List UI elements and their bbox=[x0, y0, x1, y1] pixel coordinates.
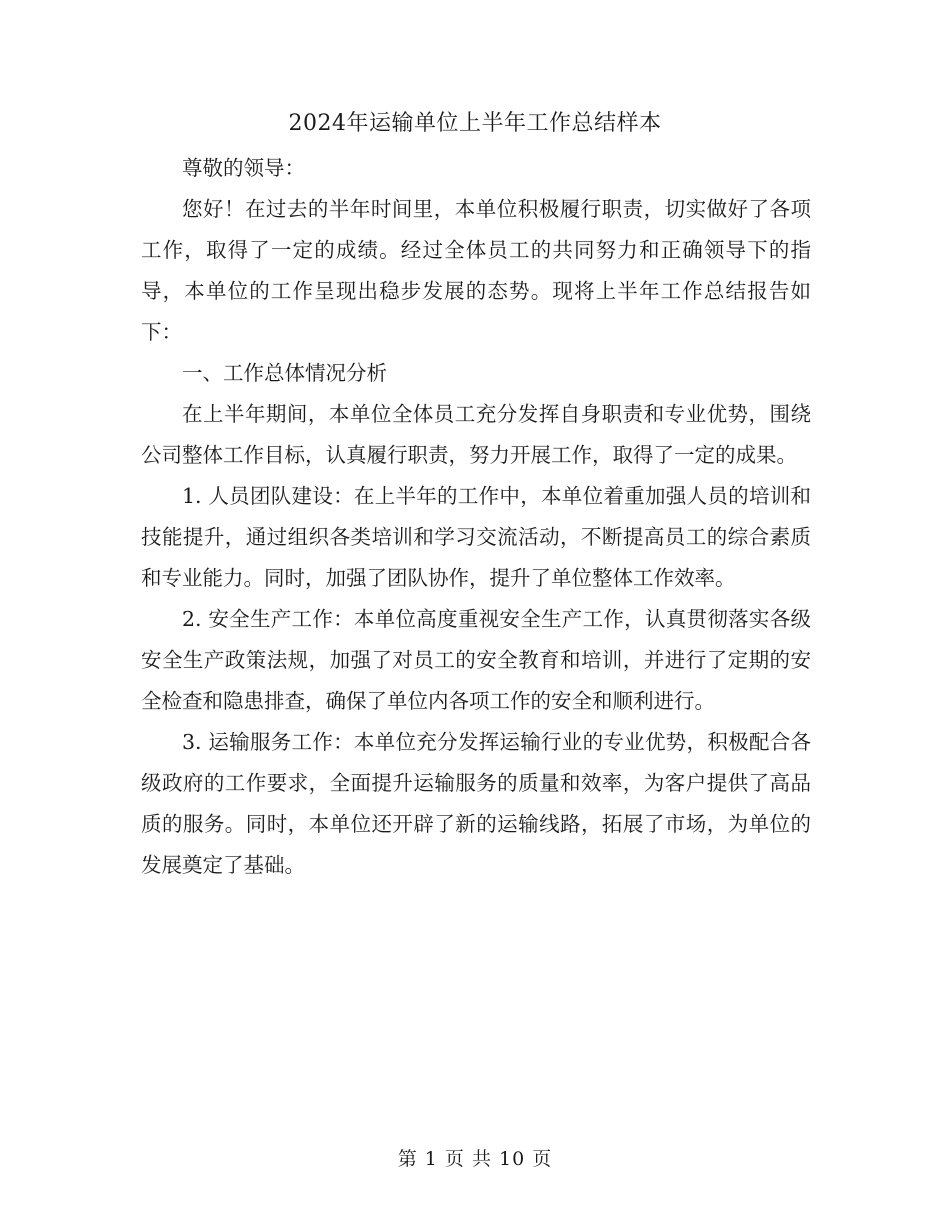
item-transport-service: 3. 运输服务工作：本单位充分发挥运输行业的专业优势，积极配合各级政府的工作要求，全面提升运输服务的质量和效率，为客户提供了高品质的服务。同时，本单位还开辟了新的运输线路，拓展了市场，为单位的发展奠定了基础。 bbox=[141, 730, 811, 877]
item-safety-production: 2. 安全生产工作：本单位高度重视安全生产工作，认真贯彻落实各级安全生产政策法规，加强了对员工的安全教育和培训，并进行了定期的安全检查和隐患排查，确保了单位内各项工作的安全和顺利进行。 bbox=[141, 607, 811, 713]
section-heading: 一、工作总体情况分析 bbox=[182, 361, 387, 385]
item-personnel-team: 1. 人员团队建设：在上半年的工作中，本单位着重加强人员的培训和技能提升，通过组织各类培训和学习交流活动，不断提高员工的综合素质和专业能力。同时，加强了团队协作，提升了单位整体工作效率。 bbox=[141, 484, 811, 590]
page-number-footer: 第 1 页 共 10 页 bbox=[397, 1148, 553, 1170]
section-paragraph: 在上半年期间，本单位全体员工充分发挥自身职责和专业优势，围绕公司整体工作目标，认真履行职责，努力开展工作，取得了一定的成果。 bbox=[141, 402, 811, 467]
document-title: 2024年运输单位上半年工作总结样本 bbox=[288, 111, 662, 136]
salutation: 尊敬的领导： bbox=[182, 156, 305, 180]
intro-paragraph: 您好！在过去的半年时间里，本单位积极履行职责，切实做好了各项工作，取得了一定的成绩。经过全体员工的共同努力和正确领导下的指导，本单位的工作呈现出稳步发展的态势。现将上半年工作总结报告如下： bbox=[141, 197, 811, 344]
document-body bbox=[141, 148, 811, 886]
